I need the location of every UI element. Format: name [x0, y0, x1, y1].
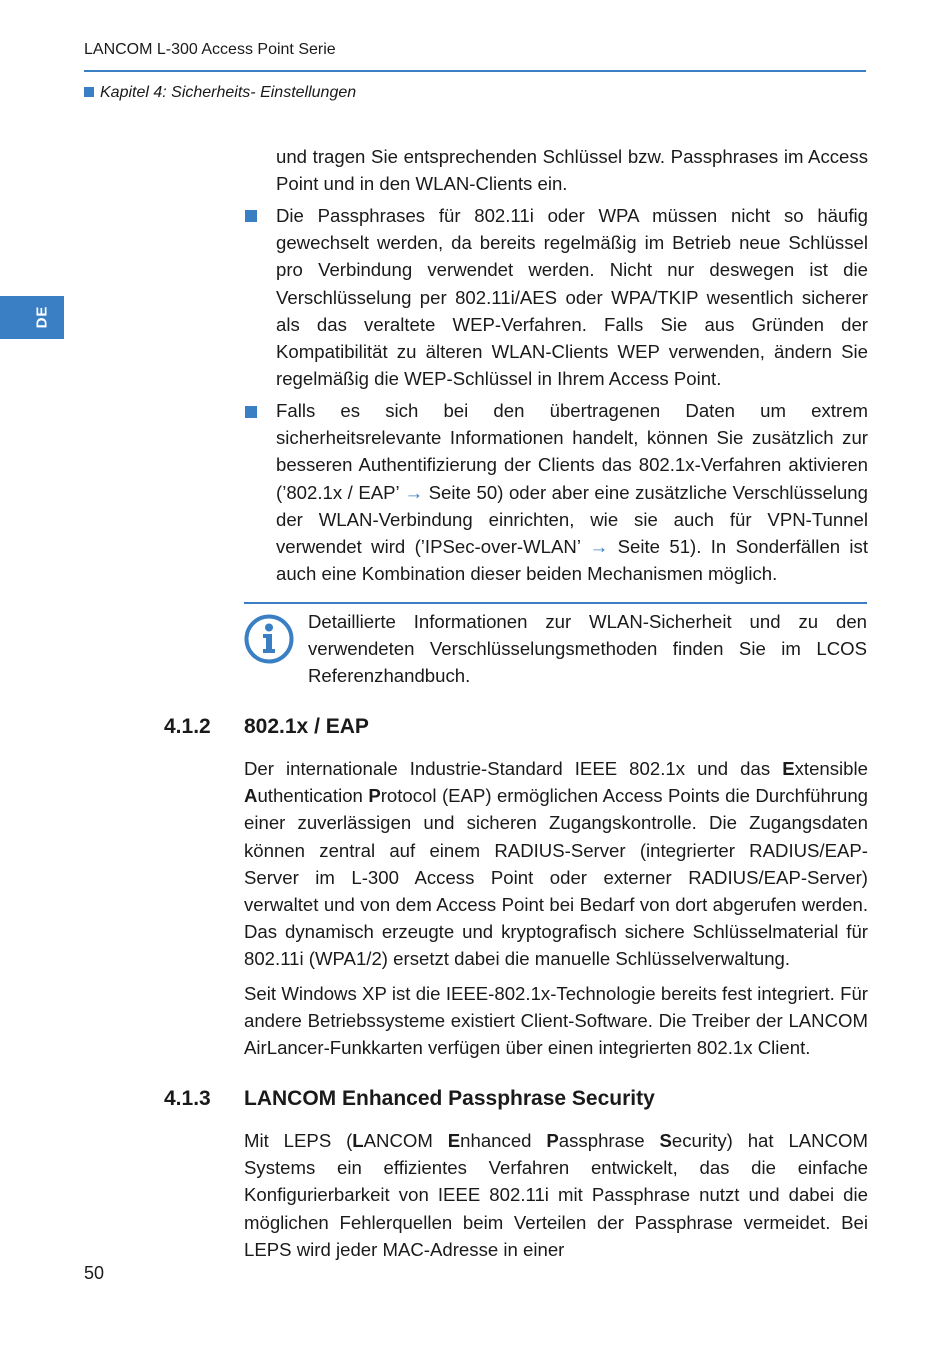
section-number: 4.1.2 [164, 715, 211, 738]
bullet-paragraph-2: Falls es sich bei den übertragenen Daten um extrem sicherheitsrelevante Informationen handelt, können Sie zusätzlich zur besseren Authentifizierung der Clients das 802.1x-Verfahren aktivieren (’802.1x / EAP’ → Seite 50) oder aber eine zusätzliche Verschlüsselung der WLAN-Verbindung einrichten, wie sie auch für VPN-Tunnel verwendet wird (’IPSec-over-WLAN’ → Seite 51). In Sonderfällen ist auch eine Kombination dieser beiden Mechanismen möglich. [276, 400, 868, 585]
chapter-label [84, 84, 356, 102]
section-heading: 802.1x / EAP [244, 715, 369, 738]
section-number: 4.1.3 [164, 1087, 211, 1110]
header-divider [84, 70, 866, 72]
section-heading: LANCOM Enhanced Passphrase Security [244, 1087, 655, 1110]
bullet-paragraph-1: Die Passphrases für 802.11i oder WPA müssen nicht so häufig gewechselt werden, da bereits regelmäßig im Betrieb neue Schlüssel pro Verbindung verwendet werden. Nicht nur deswegen ist die Verschlüsselung per 802.11i/AES oder WPA/TKIP wesentlich sicherer als das veraltete WEP-Verfahren. Falls Sie aus Gründen der Kompatibilität zu älteren WLAN-Clients WEP verwenden, ändern Sie regelmäßig die WEP-Schlüssel in Ihrem Access Point. [276, 205, 868, 390]
language-tab-label: DE [33, 305, 51, 329]
running-header-title: LANCOM L-300 Access Point Serie [84, 41, 336, 58]
bullet-square-icon [245, 406, 257, 418]
bullet-square-icon [84, 87, 94, 97]
continuation-paragraph: und tragen Sie entsprechenden Schlüssel bzw. Passphrases im Access Point und in den WLAN-Clients ein. [276, 146, 868, 195]
arrow-right-icon: → [404, 481, 424, 503]
section-paragraph: Der internationale Industrie-Standard IEEE 802.1x und das Extensible Authentication Protocol (EAP) ermöglichen Access Points die Durchführung einer zuverlässigen und sicheren Zugangskontrolle. Die Zugangsdaten können zentral auf einem RADIUS-Server (integrierter RADIUS/EAP-Server im L-300 Access Point oder externer RADIUS/EAP-Server) verwaltet und von dem Access Point bei Bedarf von dort abgerufen werden. Das dynamisch erzeugte und kryptografisch sichere Schlüsselmaterial für 802.11i (WPA1/2) ersetzt dabei die manuelle Schlüsselverwaltung. [244, 758, 869, 970]
chapter-label-text: Kapitel 4: Sicherheits- Einstellungen [100, 84, 357, 101]
page-number: 50 [84, 1263, 105, 1283]
note-divider [244, 602, 867, 604]
arrow-right-icon: → [589, 536, 609, 558]
info-note-text: Detaillierte Informationen zur WLAN-Sicherheit und zu den verwendeten Verschlüsselungsmethoden finden Sie im LCOS Referenzhandbuch. [308, 611, 867, 687]
bullet-square-icon [245, 210, 257, 222]
language-tab [0, 296, 64, 339]
info-icon [244, 614, 294, 664]
section-paragraph: Mit LEPS (LANCOM Enhanced Passphrase Security) hat LANCOM Systems ein effizientes Verfahren entwickelt, das die einfache Konfigurierbarkeit von IEEE 802.11i mit Passphrase nutzt und dabei die möglichen Fehlerquellen beim Verteilen der Passphrase vermeidet. Bei LEPS wird jeder MAC-Adresse in einer [244, 1130, 868, 1260]
section-paragraph: Seit Windows XP ist die IEEE-802.1x-Technologie bereits fest integriert. Für andere Betriebssysteme existiert Client-Software. Die Treiber der LANCOM AirLancer-Funkkarten verfügen über einen integrierten 802.1x Client. [244, 983, 868, 1059]
